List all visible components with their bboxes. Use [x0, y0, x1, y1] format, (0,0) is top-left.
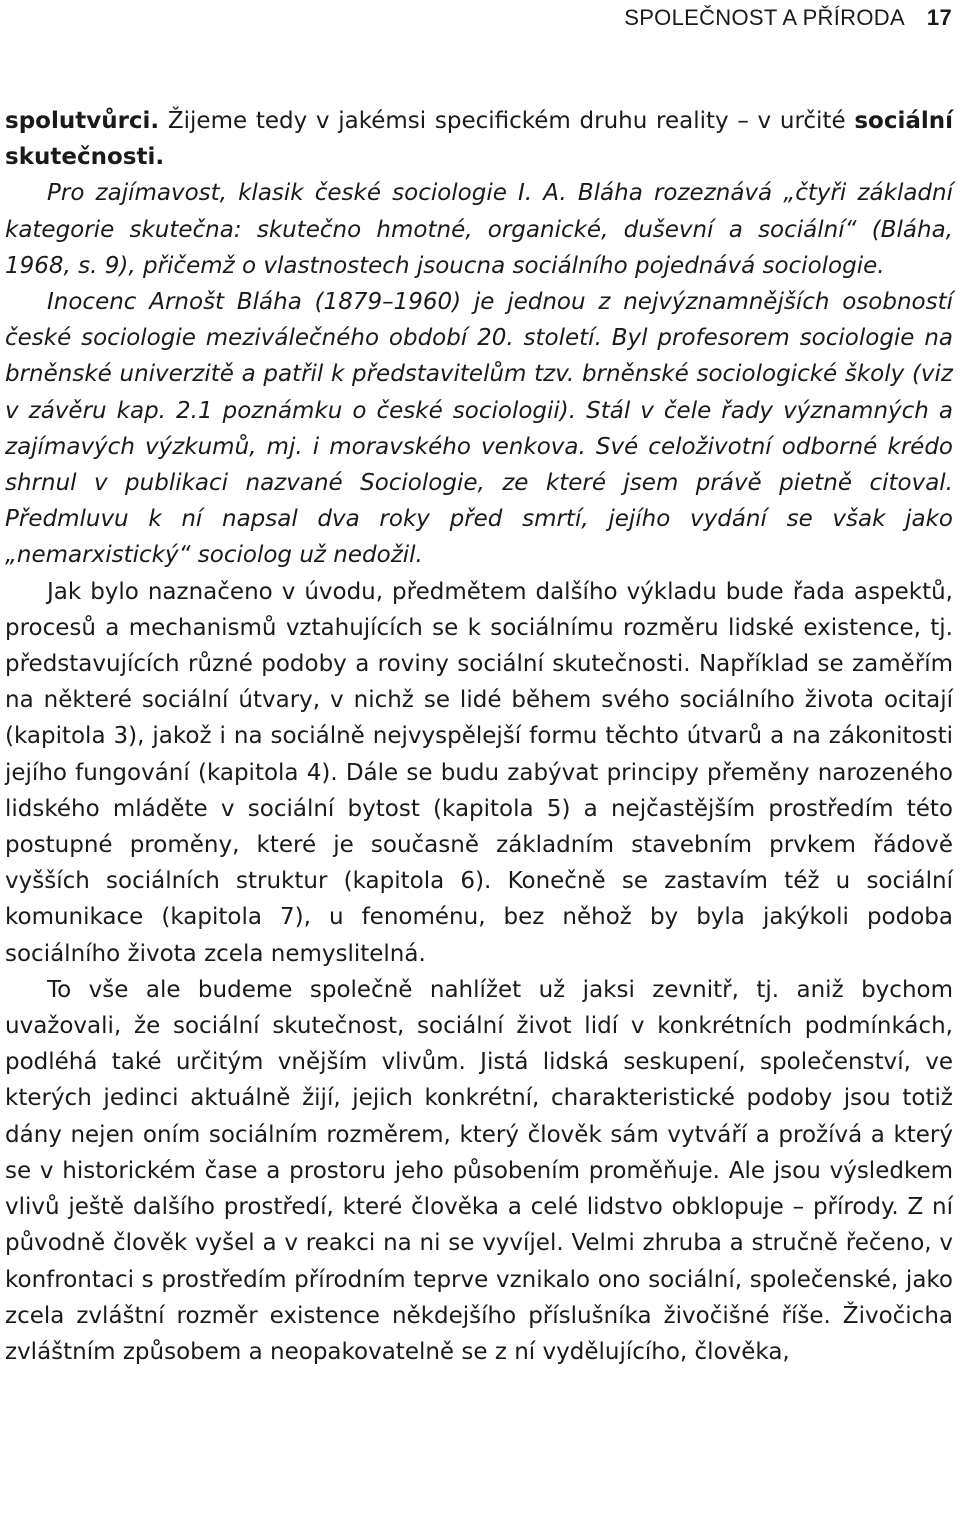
paragraph-external-influences: To vše ale budeme společně nahlížet už jaksi zevnitř, tj. aniž bychom uvažovali, že sociální skutečnost, sociální život lidí v konkrétních podmínkách, podléhá také určitým vnějším vlivům. Jistá lidská seskupení, společenství, ve kterých jedinci aktuálně žijí, jejich konkrétní, charakteristické podoby jsou totiž dány nejen oním sociálním rozměrem, který člověk sám vytváří a prožívá a který se v historickém čase a prostoru jeho působením proměňuje. Ale jsou výsledkem vlivů ještě dalšího prostředí, které člověka a celé lidstvo obklopuje – přírody. Z ní původně člověk vyšel a v reakci na ni se vyvíjel. Velmi zhruba a stručně řečeno, v konfrontaci s prostředím přírodním teprve vznikalo ono sociální, společenské, jako zcela zvláštní rozměr existence někdejšího příslušníka živočišné říše. Živočicha zvláštním způsobem a neopakovatelně se z ní vydělujícího, člověka,: [5, 976, 953, 1365]
running-head: [624, 0, 952, 36]
note-blaha-biography: Inocenc Arnošt Bláha (1879–1960) je jednou z nejvýznamnějších osobností české sociologie meziválečného období 20. století. Byl profesorem sociologie na brněnské univerzitě a patřil k představitelům tzv. brněnské sociologické školy (viz v závěru kap. 2.1 poznámku o české sociologii). Stál v čele řady významných a zajímavých výzkumů, mj. i moravského venkova. Své celoživotní odborné krédo shrnul v publikaci nazvané Sociologie, ze které jsem právě pietně citoval. Předmluvu k ní napsal dva roky před smrtí, jejího vydání se však jako „nemarxistický“ sociolog už nedožil.: [5, 289, 953, 569]
key-term-cocreators: spolutvůrci.: [5, 108, 160, 134]
paragraph-outline: Jak bylo naznačeno v úvodu, předmětem dalšího výkladu bude řada aspektů, procesů a mechanismů vztahujících se k sociálnímu rozměru lidské existence, tj. představujících různé podoby a roviny sociální skutečnosti. Například se zaměřím na některé sociální útvary, v nichž se lidé během svého sociálního života ocitají (kapitola 3), jakož i na sociálně nejvyspělejší formu těchto útvarů a na zákonitosti jejího fungování (kapitola 4). Dále se budu zabývat principy přeměny narozeného lidského mláděte v sociální bytost (kapitola 5) a nejčastějším prostředím této postupné proměny, které je současně základním stavebním prvkem řádově vyšších sociálních struktur (kapitola 6). Konečně se zastavím též u sociální komunikace (kapitola 7), u fenoménu, bez něhož by byla jakýkoli podoba sociálního života zcela nemyslitelná.: [5, 578, 953, 967]
key-term-social-reality: sociální skutečnosti.: [5, 108, 953, 171]
note-blaha-categories: Pro zajímavost, klasik české sociologie I. A. Bláha rozeznává „čtyři základní kategorie skutečna: skutečno hmotné, organické, duševní a sociální“ (Bláha, 1968, s. 9), přičemž o vlastnostech jsoucna sociálního pojednává sociologie.: [5, 180, 953, 279]
paragraph-text: Žijeme tedy v jakémsi specifickém druhu reality – v určité: [159, 108, 855, 134]
paragraph-continuation: [5, 103, 953, 175]
running-head-title: SPOLEČNOST A PŘÍRODA: [624, 5, 905, 30]
page-body: [5, 103, 953, 1370]
page-number: 17: [926, 5, 952, 30]
